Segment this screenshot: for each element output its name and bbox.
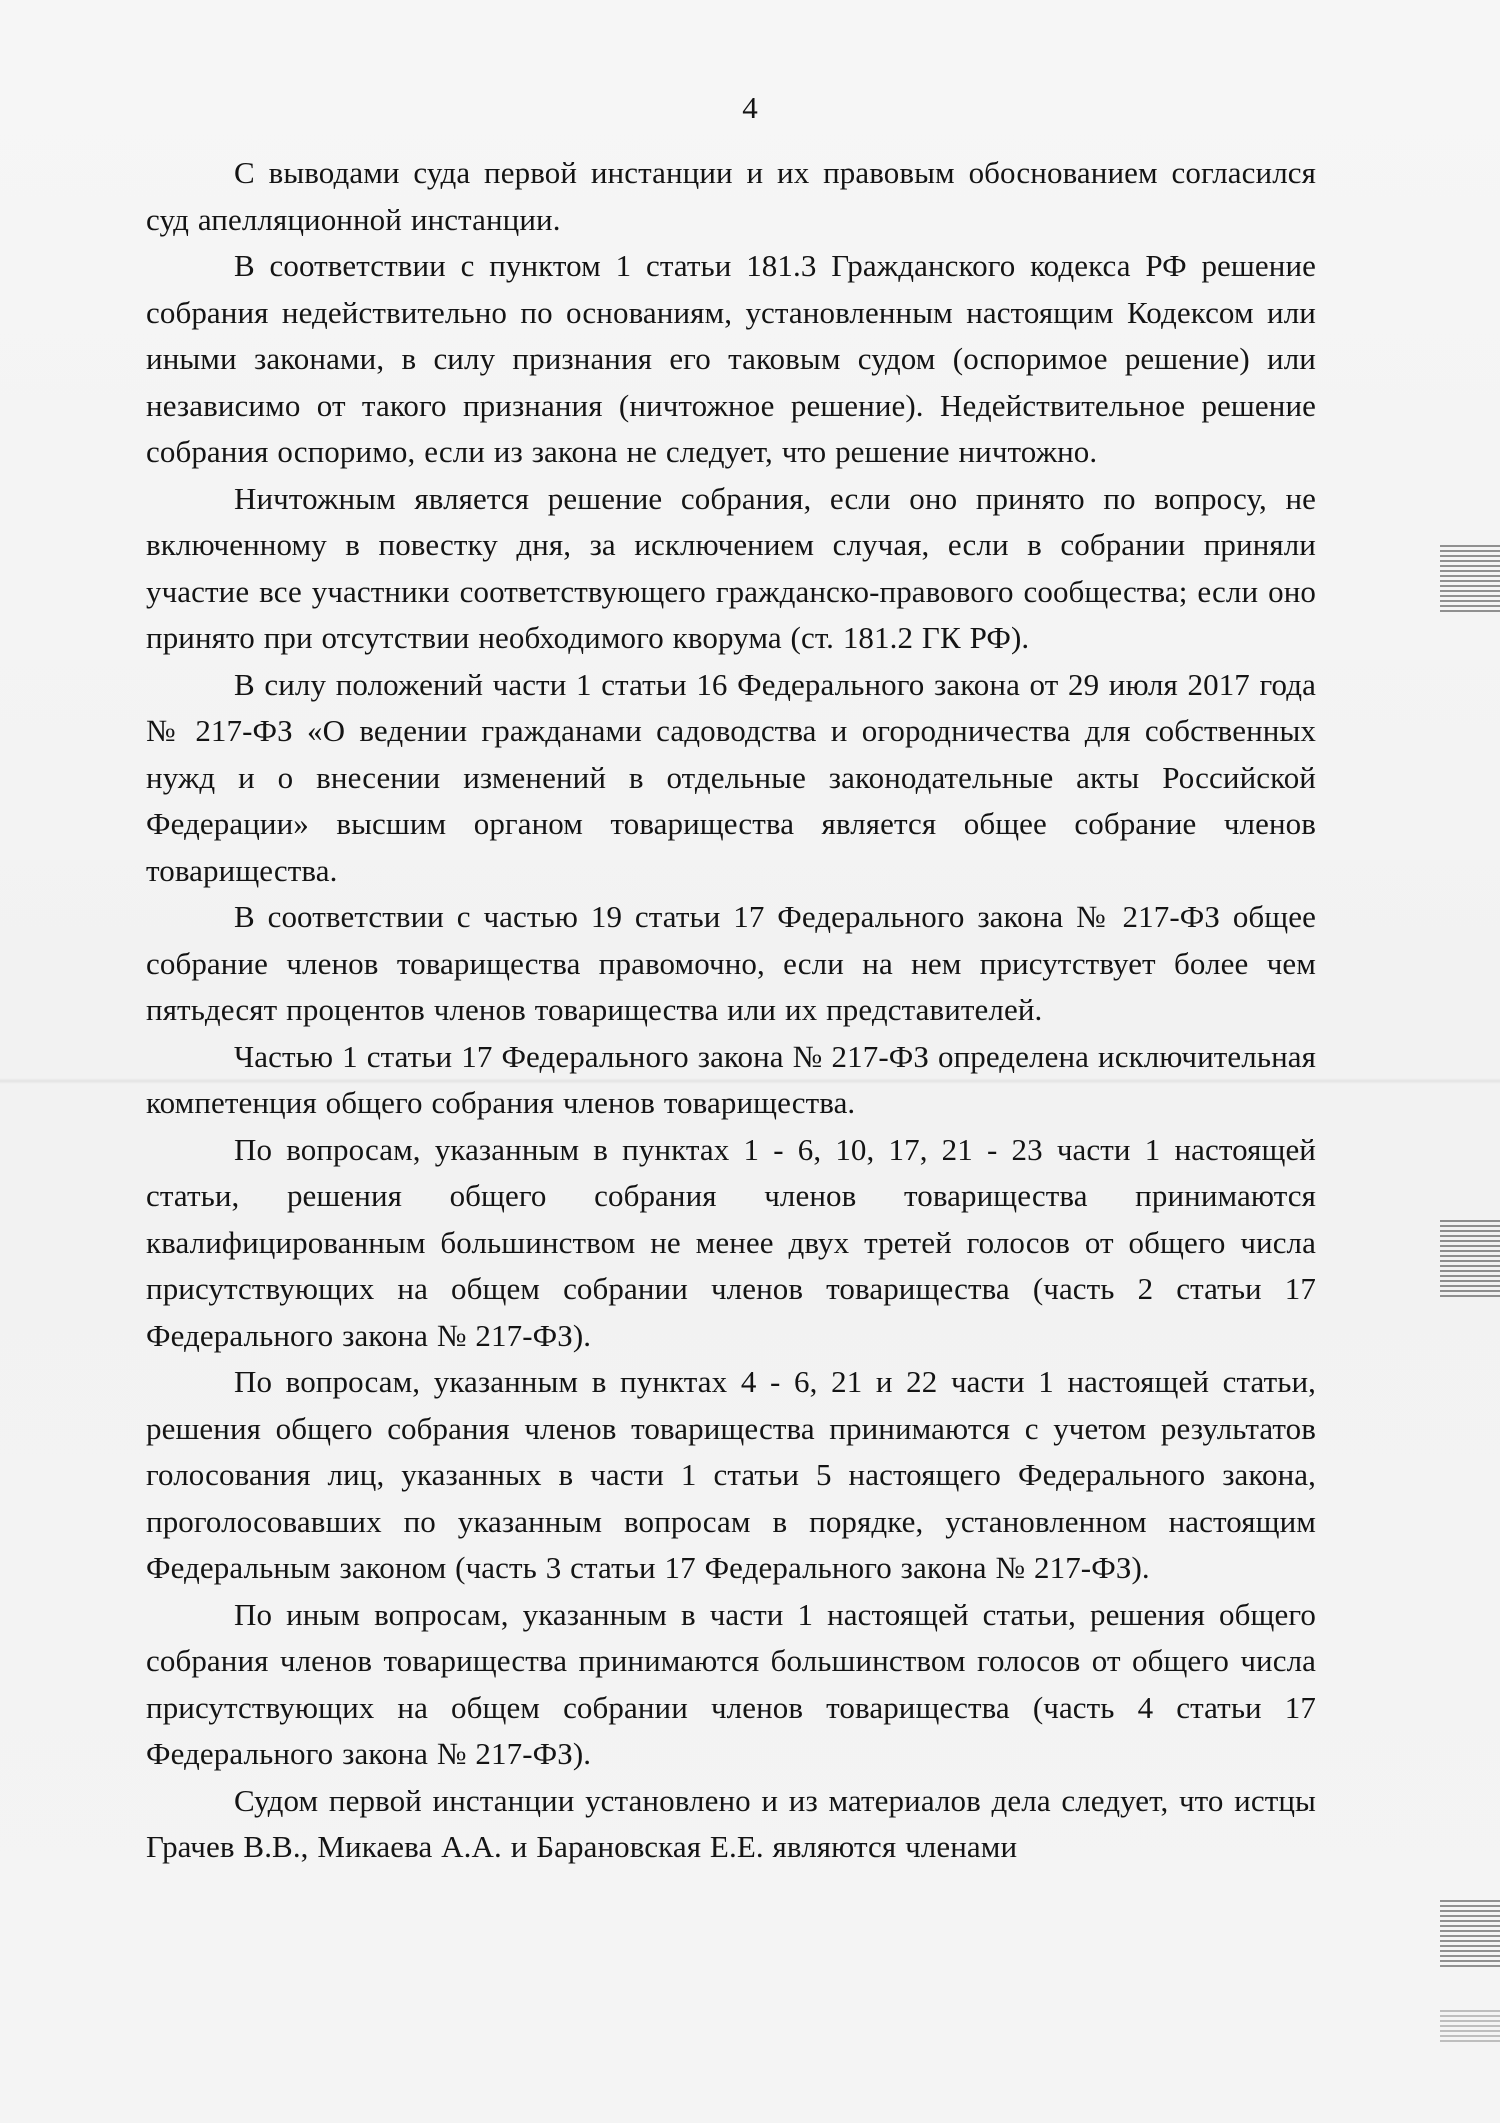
paragraph: В соответствии с частью 19 статьи 17 Федерального закона № 217-ФЗ общее собрание членов товарищества правомочно, если на нем присутствует более чем пятьдесят процентов членов товарищества или их представителей.	[146, 899, 1316, 1027]
paragraph: Частью 1 статьи 17 Федерального закона № 217-ФЗ определена исключительная компетенция общего собрания членов товарищества.	[146, 1038, 1316, 1120]
scan-noise-mark	[1440, 1900, 1500, 1970]
paragraph: По иным вопросам, указанным в части 1 настоящей статьи, решения общего собрания членов товарищества принимаются большинством голосов от общего числа присутствующих на общем собрании членов товарищества (часть 4 статьи 17 Федерального закона № 217-ФЗ).	[146, 1596, 1316, 1771]
paragraph: С выводами суда первой инстанции и их правовым обоснованием согласился суд апелляционной инстанции.	[146, 155, 1316, 237]
paragraph: Ничтожным является решение собрания, если оно принято по вопросу, не включенному в повестку дня, за исключением случая, если в собрании приняли участие все участники соответствующего гражданско-правового сообщества; если оно принято при отсутствии необходимого кворума (ст. 181.2 ГК РФ).	[146, 480, 1316, 655]
paragraph: Судом первой инстанции установлено и из материалов дела следует, что истцы Грачев В.В., Микаева А.А. и Барановская Е.Е. являются членами	[146, 1782, 1316, 1864]
scan-noise-mark	[1440, 1220, 1500, 1300]
scan-noise-mark	[1440, 2010, 1500, 2045]
paragraph: В силу положений части 1 статьи 16 Федерального закона от 29 июля 2017 года № 217-ФЗ «О ведении гражданами садоводства и огородничества для собственных нужд и о внесении изменений в отдельные законодательные акты Российской Федерации» высшим органом товарищества является общее собрание членов товарищества.	[146, 666, 1316, 888]
scan-noise-mark	[1440, 545, 1500, 615]
paragraph: По вопросам, указанным в пунктах 4 - 6, 21 и 22 части 1 настоящей статьи, решения общего собрания членов товарищества принимаются с учетом результатов голосования лиц, указанных в части 1 статьи 5 настоящего Федерального закона, проголосовавших по указанным вопросам в порядке, установленном настоящим Федеральным законом (часть 3 статьи 17 Федерального закона № 217-ФЗ).	[146, 1364, 1316, 1585]
document-body	[146, 150, 1316, 1871]
paragraph: По вопросам, указанным в пунктах 1 - 6, 10, 17, 21 - 23 части 1 настоящей статьи, решения общего собрания членов товарищества принимаются квалифицированным большинством не менее двух третей голосов от общего числа присутствующих на общем собрании членов товарищества (часть 2 статьи 17 Федерального закона № 217-ФЗ).	[146, 1131, 1316, 1353]
page-number: 4	[742, 90, 758, 125]
paragraph: В соответствии с пунктом 1 статьи 181.3 Гражданского кодекса РФ решение собрания недействительно по основаниям, установленным настоящим Кодексом или иными законами, в силу признания его таковым судом (оспоримое решение) или независимо от такого признания (ничтожное решение). Недействительное решение собрания оспоримо, если из закона не следует, что решение ничтожно.	[146, 248, 1316, 469]
